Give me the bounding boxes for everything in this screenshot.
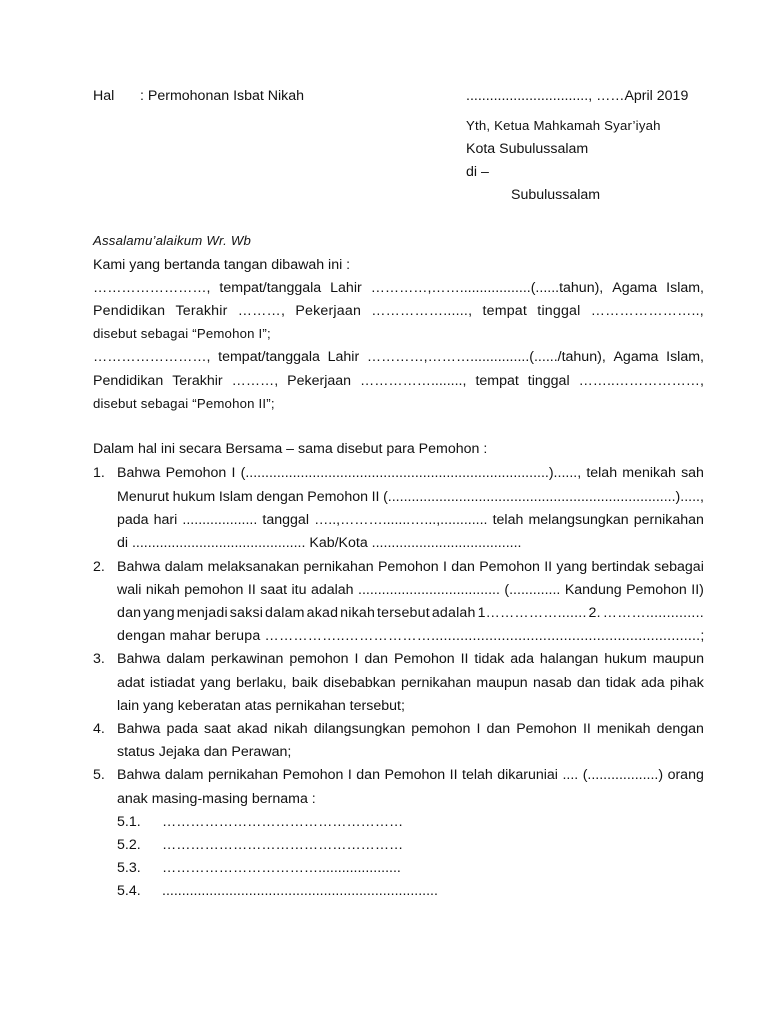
word: ……………......, (371, 303, 473, 319)
word: pemohon (289, 651, 349, 667)
word: I (354, 651, 359, 667)
child-number: 5.2. (117, 837, 141, 853)
child-name-blank: …………………………………………… (162, 814, 404, 830)
item-3-line3: lain yang keberatan atas pernikahan tersebut; (117, 698, 405, 714)
word: tanggal (262, 512, 309, 528)
word: tempat/tanggala (219, 280, 322, 296)
word: nikah (273, 721, 308, 737)
word: dan (117, 605, 142, 621)
word: telah (462, 767, 493, 783)
word: Pemohon (384, 767, 446, 783)
word: (.........................................................................)....., (383, 489, 704, 505)
pemohon2-line2 (93, 372, 704, 390)
word: Pekerjaan (287, 373, 352, 389)
word: pernikahan (633, 512, 704, 528)
word: Bahwa (117, 721, 161, 737)
word: I (476, 721, 481, 737)
word: pada (166, 721, 198, 737)
word: pada (117, 512, 149, 528)
word: Pemohon (516, 721, 577, 737)
word: ada (640, 675, 665, 691)
word: pihak (669, 675, 704, 691)
word: (.............................................................................)......, (240, 465, 582, 481)
word: dalam (166, 651, 205, 667)
word: hukum (604, 651, 647, 667)
word: adalah (431, 605, 476, 621)
word: Agama (613, 349, 659, 365)
word: sebagai (654, 559, 704, 575)
word: nasab (532, 675, 572, 691)
word: tempat (482, 303, 528, 319)
word: yang (200, 675, 231, 691)
word: saat (260, 582, 288, 598)
word: tidak (605, 675, 636, 691)
word: Pemohon (479, 559, 540, 575)
word: Pendidikan (93, 373, 164, 389)
word: ……..………………, (578, 373, 704, 389)
word: menikah (622, 465, 676, 481)
pemohon2-line3: disebut sebagai “Pemohon II”; (93, 396, 275, 411)
word: sah (681, 465, 704, 481)
hal-label: Hal (93, 88, 115, 104)
word: I (347, 767, 352, 783)
intro-text: Kami yang bertanda tangan dibawah ini : (93, 257, 351, 273)
word: hukum (172, 489, 216, 505)
word: Bahwa (117, 465, 161, 481)
word: hari (153, 512, 178, 528)
word: pernikahan (303, 559, 374, 575)
word: Islam, (666, 280, 704, 296)
word: adalah (310, 582, 354, 598)
word: …………,………...............(....../tahun), (366, 349, 606, 365)
word: nikah (145, 582, 180, 598)
word: tinggal (537, 303, 581, 319)
addressee-line1: Yth, Ketua Mahkamah Syar’iyah (466, 118, 661, 133)
word: II (460, 651, 469, 667)
item-1-line2 (117, 488, 704, 506)
word: Kandung (564, 582, 622, 598)
word: dan (576, 675, 601, 691)
word: dalam (265, 605, 305, 621)
word: saksi (229, 605, 264, 621)
word: pemohon (184, 582, 244, 598)
word: Lahir (330, 280, 362, 296)
word: menjadi (176, 605, 228, 621)
child-number: 5.1. (117, 814, 141, 830)
pemohon1-line2 (93, 302, 704, 320)
word: maupun (652, 651, 704, 667)
item-1-line4: di ............................................ Kab/Kota ...................................... (117, 535, 522, 551)
addressee-line4: Subulussalam (511, 187, 601, 203)
word: akad (236, 721, 268, 737)
word: disebabkan (323, 675, 396, 691)
word: tinggal (527, 373, 570, 389)
word: Pemohon (626, 582, 687, 598)
item-3-number: 3. (93, 651, 105, 667)
word: dilangsungkan (313, 721, 406, 737)
word: dan (364, 651, 389, 667)
word: Pekerjaan (295, 303, 362, 319)
word: orang (667, 767, 704, 783)
word: baik (291, 675, 318, 691)
word: dalam (164, 767, 204, 783)
word: ada (510, 651, 534, 667)
word: dengan (256, 489, 304, 505)
word: ……………………, (93, 280, 211, 296)
word: Menurut (117, 489, 170, 505)
word: ………………….., (590, 303, 704, 319)
word: I (231, 465, 236, 481)
together-text: Dalam hal ini secara Bersama – sama disebut para Pemohon : (93, 441, 488, 457)
item-1-line3 (117, 511, 704, 529)
word: 2. (588, 605, 601, 621)
word: (..................) (582, 767, 664, 783)
word: menikah (596, 721, 651, 737)
word: Terakhir (175, 303, 228, 319)
word: Pemohon (393, 651, 455, 667)
word: .... (562, 767, 579, 783)
word: yang (143, 605, 175, 621)
word: II (371, 489, 380, 505)
word: tempat (475, 373, 519, 389)
word: telah (492, 512, 524, 528)
word: ................... (182, 512, 258, 528)
word: saat (204, 721, 231, 737)
word: dengan (656, 721, 704, 737)
word: ……………………, (93, 349, 211, 365)
word: I (442, 559, 447, 575)
item-2-line3 (117, 604, 704, 622)
word: pemohon (411, 721, 471, 737)
item-4-line2: status Jejaka dan Perawan; (117, 744, 292, 760)
pemohon2-line1 (93, 348, 704, 366)
word: tersebut (377, 605, 430, 621)
word: ………, (237, 303, 286, 319)
pemohon1-line1 (93, 279, 704, 297)
word: akad (306, 605, 339, 621)
addressee-line2: Kota Subulussalam (466, 141, 589, 157)
word: II (582, 721, 591, 737)
word: …………,……..................(......tahun), (370, 280, 604, 296)
word: dan (486, 721, 511, 737)
word: Islam, (666, 349, 704, 365)
item-3-line1 (117, 650, 704, 668)
item-4-number: 4. (93, 721, 105, 737)
word: (............. (504, 582, 561, 598)
word: dan (451, 559, 475, 575)
word: melaksanakan (207, 559, 300, 575)
word: berlaku, (236, 675, 287, 691)
word: halangan (539, 651, 599, 667)
word: itu (291, 582, 307, 598)
word: dalam (164, 559, 204, 575)
word: …..,……….......…...,............ (314, 512, 488, 528)
word: Terakhir (172, 373, 223, 389)
item-1-line1 (117, 464, 704, 482)
word: adat (117, 675, 145, 691)
word: perkawinan (210, 651, 284, 667)
addressee-line3: di – (466, 164, 489, 180)
item-2-number: 2. (93, 559, 105, 575)
item-1-number: 1. (93, 465, 105, 481)
word: maupun (476, 675, 528, 691)
item-2-line4: dengan mahar berupa ……………..……………….................................................................; (117, 628, 705, 644)
word: Bahwa (117, 767, 161, 783)
word: II (247, 582, 256, 598)
word: II (449, 767, 458, 783)
word: telah (586, 465, 618, 481)
word: Pemohon (282, 767, 344, 783)
child-number: 5.4. (117, 883, 141, 899)
hal-value: : Permohonan Isbat Nikah (140, 88, 305, 104)
word: .................................... (358, 582, 500, 598)
item-5-line2: anak masing-masing bernama : (117, 791, 316, 807)
word: Agama (612, 280, 658, 296)
child-number: 5.3. (117, 860, 141, 876)
item-5-number: 5. (93, 767, 105, 783)
word: wali (117, 582, 142, 598)
child-name-blank: ……………………………..................... (162, 860, 401, 876)
item-2-line2 (117, 581, 704, 599)
item-5-line1 (117, 766, 704, 784)
word: Lahir (327, 349, 360, 365)
word: ………, (231, 373, 279, 389)
word: tidak (474, 651, 505, 667)
word: ……………........, (360, 373, 467, 389)
word: pernikahan (207, 767, 279, 783)
word: 1……………....... (477, 605, 587, 621)
word: Pemohon (377, 559, 439, 575)
child-name-blank: …………………………………………… (162, 837, 404, 853)
word: Pemohon (165, 465, 227, 481)
word: melangsungkan (528, 512, 629, 528)
place-date: ..............................., ……April 2019 (466, 88, 689, 104)
word: II (544, 559, 553, 575)
greeting: Assalamu’alaikum Wr. Wb (93, 233, 251, 248)
item-3-line2 (117, 674, 704, 692)
word: ……….............. (602, 605, 704, 621)
item-2-line1 (117, 558, 704, 576)
word: tempat/tanggala (218, 349, 320, 365)
pemohon1-line3: disebut sebagai “Pemohon I”; (93, 326, 271, 341)
word: Bahwa (117, 651, 161, 667)
word: bertindak (591, 559, 650, 575)
word: nikah (340, 605, 376, 621)
word: Pemohon (307, 489, 368, 505)
word: pernikahan (400, 675, 472, 691)
word: Islam (218, 489, 253, 505)
word: Bahwa (117, 559, 161, 575)
word: Pendidikan (93, 303, 166, 319)
word: dan (356, 767, 380, 783)
child-name-blank: ...................................................................... (162, 883, 438, 899)
word: dikaruniai (497, 767, 558, 783)
word: II) (691, 582, 704, 598)
word: istiadat (149, 675, 195, 691)
item-4-line1 (117, 720, 704, 738)
word: yang (556, 559, 588, 575)
